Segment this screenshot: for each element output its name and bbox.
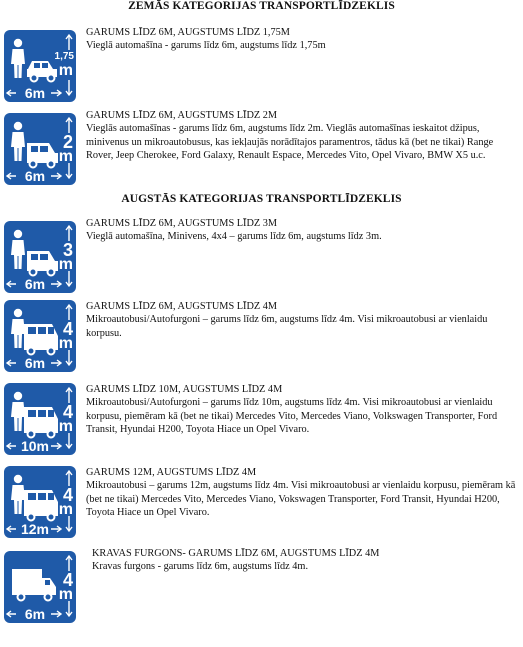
length-label: 6m bbox=[24, 168, 46, 184]
height-unit: m bbox=[58, 418, 73, 435]
entry-title: GARUMS LĪDZ 6M, AUGSTUMS LĪDZ 1,75M bbox=[86, 27, 290, 38]
entry-text bbox=[86, 300, 520, 340]
entry-title: GARUMS LĪDZ 6M, AUGSTUMS LĪDZ 3M bbox=[86, 218, 278, 229]
height-value: 4 bbox=[62, 319, 73, 339]
length-label: 6m bbox=[24, 606, 46, 622]
height-unit: m bbox=[58, 62, 73, 79]
length-label: 10m bbox=[20, 438, 50, 454]
entry-description: Vieglā automašīna, Minivens, 4x4 – garums līdz 6m, augstums līdz 3m. bbox=[86, 231, 382, 243]
entry-text bbox=[86, 383, 520, 437]
vehicle-size-sign bbox=[4, 221, 76, 293]
entry-text bbox=[86, 109, 520, 163]
entry-title: KRAVAS FURGONS- GARUMS LĪDZ 6M, AUGSTUMS LĪDZ 4M bbox=[92, 548, 380, 559]
length-label: 6m bbox=[24, 355, 46, 371]
vehicle-size-sign bbox=[4, 113, 76, 185]
high-category-title: AUGSTĀS KATEGORIJAS TRANSPORTLĪDZEKLIS bbox=[121, 193, 402, 205]
entry-text bbox=[86, 466, 520, 520]
height-value: 2 bbox=[62, 132, 73, 152]
entry-description: Mikroautobusi/Autofurgoni – garums līdz 6m, augstums līdz 4m. Visi mikroautobusi ar vienlaidu korpusu. bbox=[86, 314, 488, 339]
vehicle-size-sign bbox=[4, 300, 76, 372]
height-label bbox=[55, 52, 74, 62]
entry-title: GARUMS 12M, AUGSTUMS LĪDZ 4M bbox=[86, 467, 257, 478]
entry-description: Mikroautobusi – garums 12m, augstums līdz 4m. Visi mikroautobusi ar vienlaidu korpusu, piemēram kā (bet ne tikai) Mercedes Vito, Mercedes Viano, Vokswagen Transporter, Ford Transit, Hyundai H200, Toyota Hiace un Opel Vivaro. bbox=[86, 480, 516, 519]
height-unit: m bbox=[58, 148, 73, 165]
height-unit: m bbox=[58, 501, 73, 518]
vehicle-size-sign bbox=[4, 551, 76, 623]
entry-description: Vieglās automašīnas - garums līdz 6m, augstums līdz 2m. Vieglās automašīnas ieskaitot džipus, minivenus un mikroautobusus, kas iekļaujās norādītajos paramentros, tādus kā (bet ne tikai) Range Rover, Jeep Cherokee, Ford Galaxy, Renault Espace, Mercedes Vito, Opel Vivaro, BMW X5 u.c. bbox=[86, 123, 494, 162]
height-value: 4 bbox=[62, 485, 73, 505]
entry-description: Mikroautobusi/Autofurgoni – garums līdz 10m, augstums līdz 4m. Visi mikroautobusi ar vienlaidu korpusu, piemēram kā (bet ne tikai) Mercedes Vito, Mercedes Viano, Volkswagen Transporter, Ford Transit, Hyundai H200, Toyota Hiace un Opel Vivaro. bbox=[86, 397, 498, 436]
vehicle-size-sign bbox=[4, 383, 76, 455]
entry-text bbox=[86, 217, 520, 244]
length-label: 6m bbox=[24, 276, 46, 292]
low-category-title: ZEMĀS KATEGORIJAS TRANSPORTLĪDZEKLIS bbox=[128, 0, 395, 12]
height-value: 1,75 bbox=[54, 51, 74, 62]
height-value: 3 bbox=[62, 240, 73, 260]
entry-title: GARUMS LĪDZ 6M, AUGSTUMS LĪDZ 2M bbox=[86, 110, 278, 121]
height-value: 4 bbox=[62, 570, 73, 590]
entry-title: GARUMS LĪDZ 6M, AUGSTUMS LĪDZ 4M bbox=[86, 301, 278, 312]
entry-text bbox=[92, 547, 520, 574]
length-label: 6m bbox=[24, 85, 46, 101]
vehicle-size-sign bbox=[4, 30, 76, 102]
vehicle-size-sign bbox=[4, 466, 76, 538]
height-unit: m bbox=[58, 335, 73, 352]
height-value: 4 bbox=[62, 402, 73, 422]
height-unit: m bbox=[58, 586, 73, 603]
entry-title: GARUMS LĪDZ 10M, AUGSTUMS LĪDZ 4M bbox=[86, 384, 283, 395]
entry-description: Kravas furgons - garums līdz 6m, augstums līdz 4m. bbox=[92, 561, 309, 573]
height-unit: m bbox=[58, 256, 73, 273]
length-label: 12m bbox=[20, 521, 50, 537]
entry-text bbox=[86, 26, 520, 53]
entry-description: Vieglā automašīna - garums līdz 6m, augstums līdz 1,75m bbox=[86, 40, 326, 52]
